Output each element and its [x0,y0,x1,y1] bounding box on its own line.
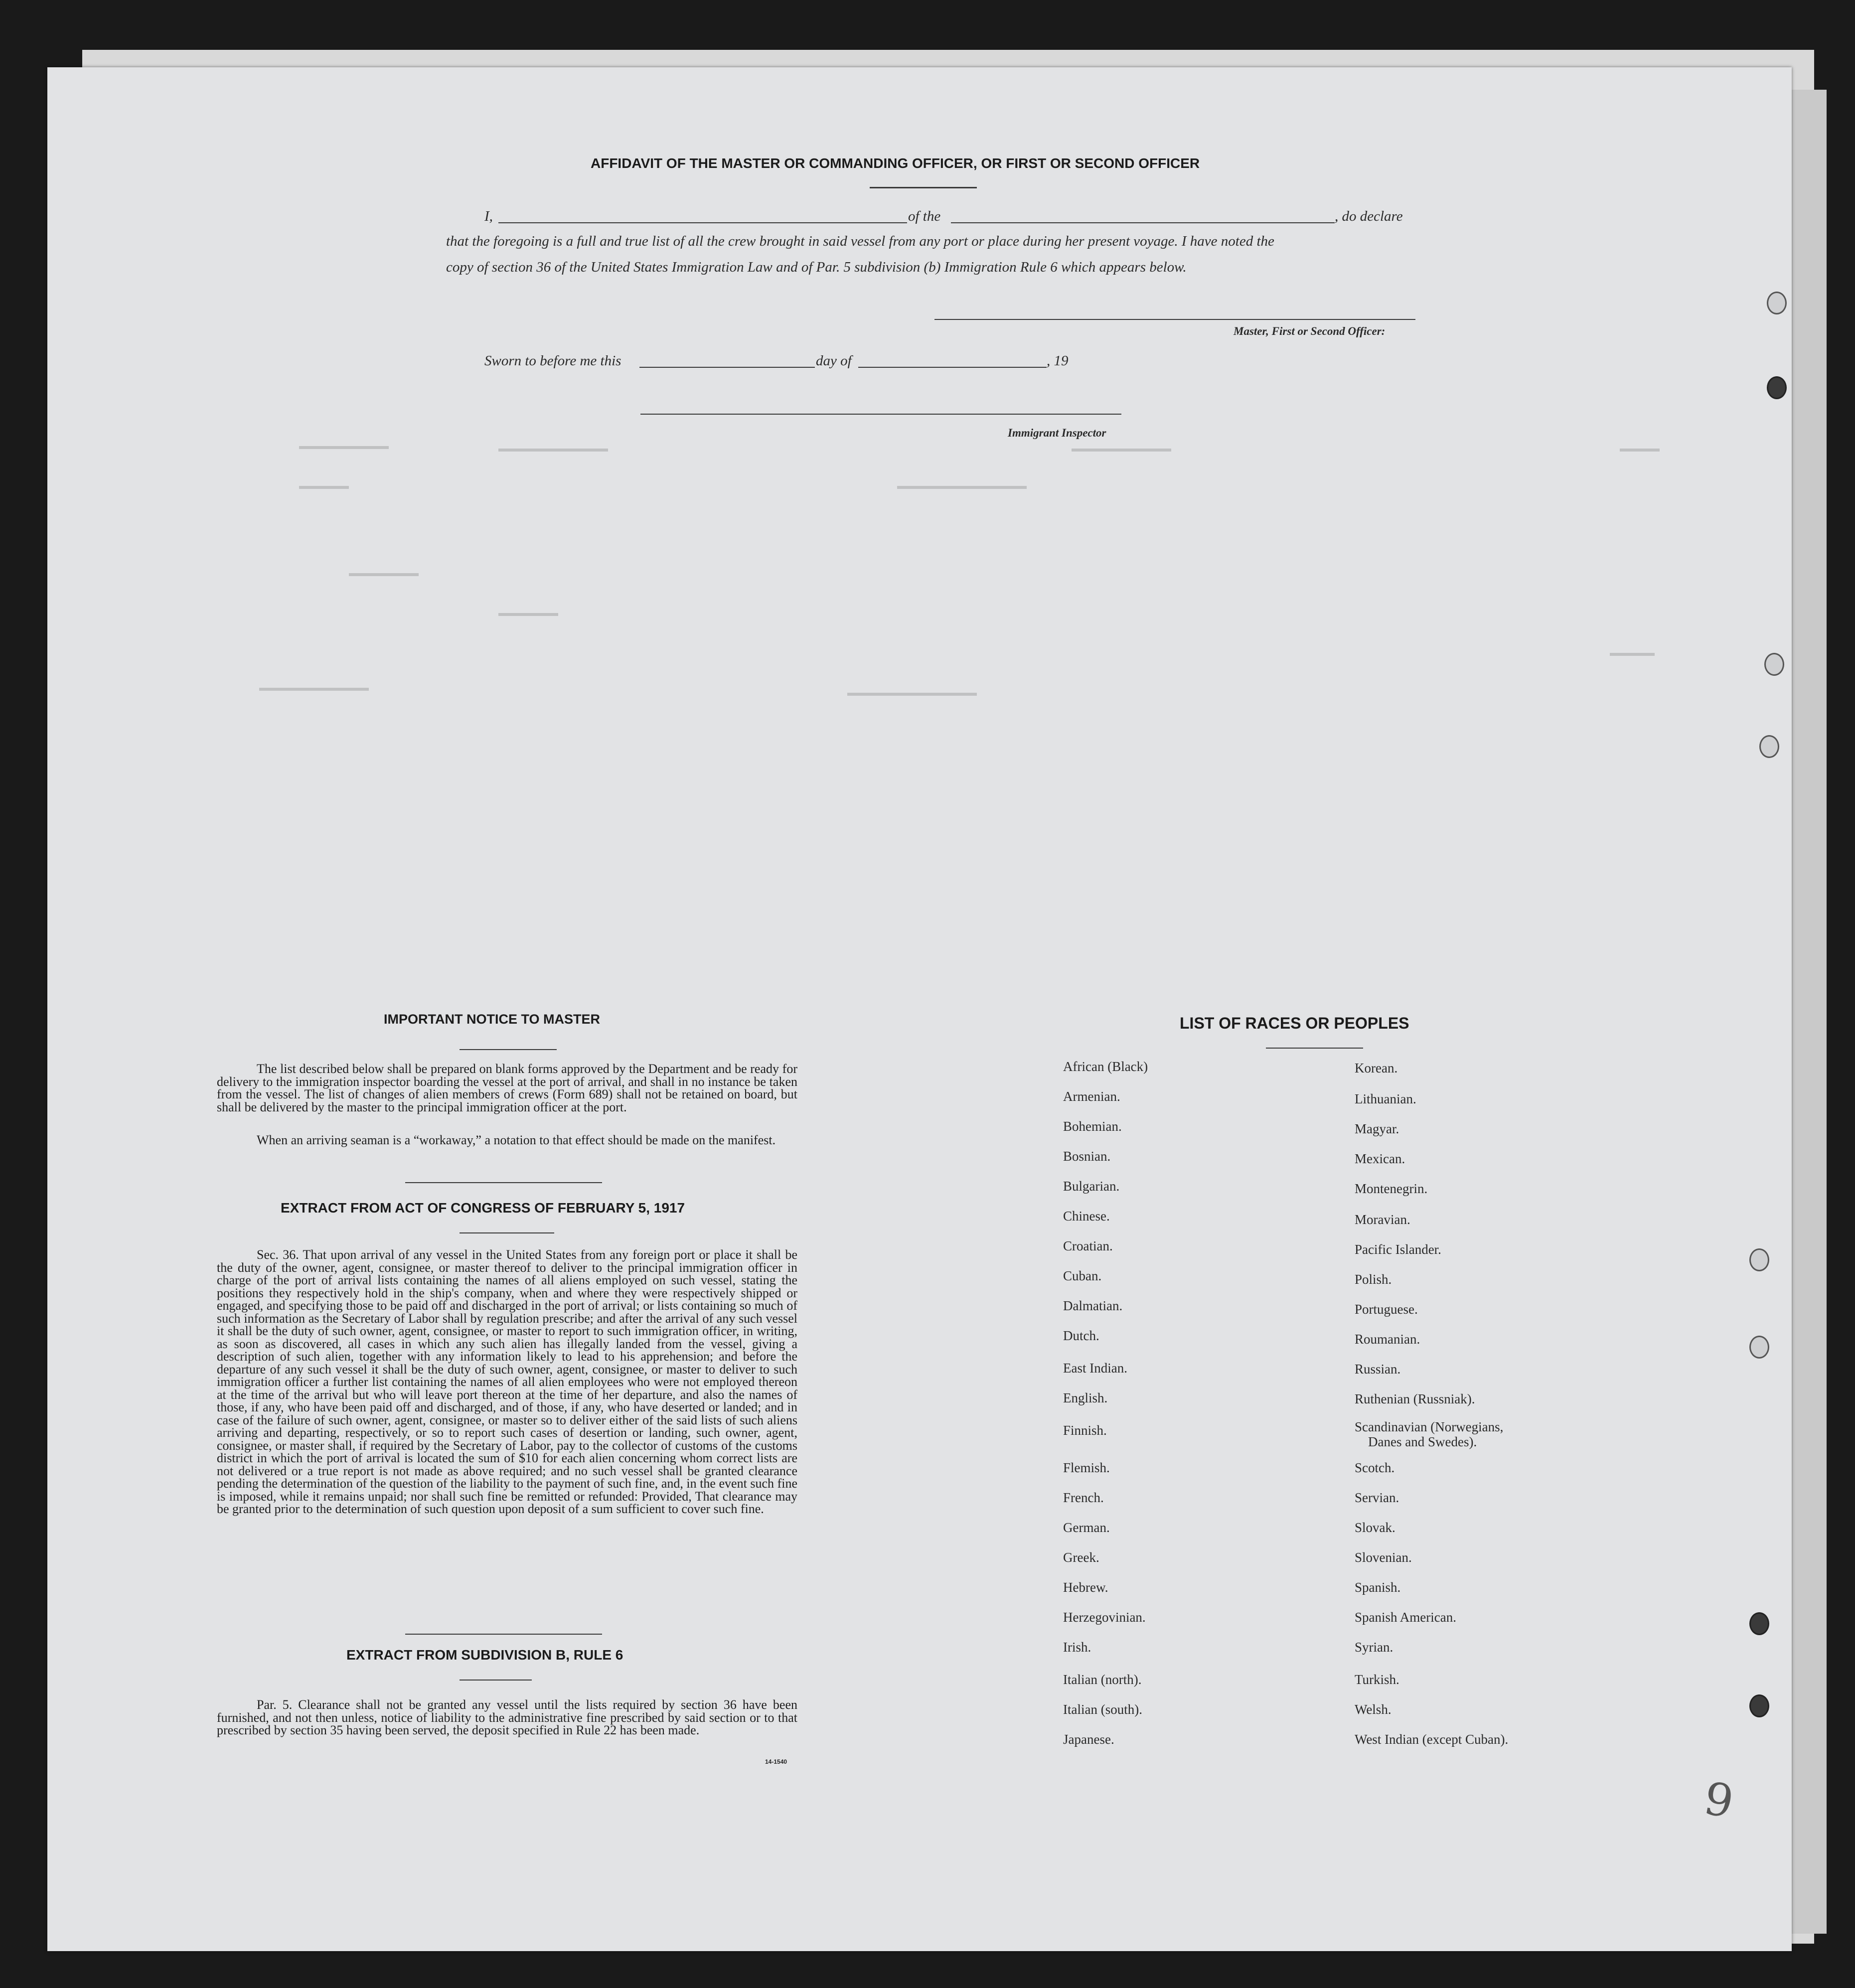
race-item: French. [1063,1490,1104,1505]
races-title: LIST OF RACES OR PEOPLES [1180,1014,1409,1032]
vessel-blank [951,222,1335,223]
page-edge [1789,90,1827,1934]
race-item: Turkish. [1355,1672,1399,1687]
race-item: Scotch. [1355,1460,1395,1475]
race-item: Italian (south). [1063,1702,1142,1717]
binder-hole [1749,1694,1769,1717]
notice-paragraph-1: The list described below shall be prepared on blank forms approved by the Department and be ready for delivery to the immigration inspector boarding the vessel at the port of arrival, and shall in no instance be taken from the vessel. The list of changes of alien members of crews (Form 689) shall not be retained on board, but shall be delivered by the master to the principal immigration officer at the port. [217,1062,797,1114]
race-item: German. [1063,1520,1110,1535]
race-item: Servian. [1355,1490,1399,1505]
race-item: Cuban. [1063,1268,1102,1283]
race-item: Ruthenian (Russniak). [1355,1391,1475,1406]
race-item: Slovak. [1355,1520,1395,1535]
race-item: Slovenian. [1355,1550,1412,1565]
binder-hole [1749,1248,1769,1271]
bleed-mark [259,688,369,691]
race-item: Montenegrin. [1355,1181,1428,1196]
race-item: Scandinavian (Norwegians, [1355,1419,1504,1434]
race-item: Dutch. [1063,1328,1099,1343]
race-item: East Indian. [1063,1361,1127,1376]
affidavit-title-rule [870,187,977,188]
name-blank [498,222,907,223]
binder-hole [1767,292,1787,314]
race-item: Spanish. [1355,1580,1401,1595]
bleed-mark [349,573,419,576]
race-item: Finnish. [1063,1423,1107,1438]
notice-title-rule [460,1049,557,1050]
race-item: African (Black) [1063,1059,1148,1074]
rule-extract-title: EXTRACT FROM SUBDIVISION B, RULE 6 [346,1647,623,1663]
race-item: Dalmatian. [1063,1298,1123,1313]
affidavit-line3: copy of section 36 of the United States Immigration Law and of Par. 5 subdivision (b) Immigration Rule 6 which appears below. [446,259,1187,275]
bleed-mark [1620,449,1660,452]
race-item: Herzegovinian. [1063,1610,1146,1625]
bleed-mark [498,613,558,616]
page-number-mark: 9 [1700,1772,1737,1829]
binder-hole [1767,376,1787,399]
race-item: Magyar. [1355,1121,1399,1136]
race-item: Danes and Swedes). [1368,1434,1477,1449]
race-item: English. [1063,1390,1108,1405]
sworn-month-blank [858,367,1047,368]
race-item: Portuguese. [1355,1302,1418,1317]
race-item: Mexican. [1355,1151,1405,1166]
race-item: Hebrew. [1063,1580,1108,1595]
bleed-mark [897,486,1027,489]
binder-hole [1759,735,1779,758]
race-item: Pacific Islander. [1355,1242,1441,1257]
rule-title-rule [460,1680,532,1681]
act-section-36-text: Sec. 36. That upon arrival of any vessel in the United States from any foreign port or place it shall be the duty of the owner, agent, consignee, or master thereof to deliver to the principal immigration officer in charge of the port of arrival lists containing the names of all aliens employed on such vessel, stating the positions they respectively hold in the ship's company, when and where they were respectively shipped or engaged, and specifying those to be paid off and discharged in the port of arrival; or lists containing so much of such information as the Secretary of Labor shall by regulation prescribe; and after the arrival of any such vessel it shall be the duty of such owner, agent, consignee, or master to report to such immigration officer, in writing, as soon as discovered, all cases in which any such alien has illegally landed from the vessel, giving a description of such alien, together with any information likely to lead to his apprehension; and before the departure of any such vessel it shall be the duty of such owner, agent, consignee, or master to deliver to such immigration officer a further list containing the names of all alien employees who were not employed thereon at the time of the arrival but who will leave port thereon at the time of her departure, and also the names of those, if any, who have been paid off and discharged, and of those, if any, who have deserted or landed; and in case of the failure of such owner, agent, consignee, or master so to deliver either of the said lists of such aliens arriving and departing, respectively, or so to report such cases of desertion or landing, such owner, agent, consignee, or master shall, if required by the Secretary of Labor, pay to the collector of customs of the customs district in which the port of arrival is located the sum of $10 for each alien concerning whom correct lists are not delivered or a true report is not made as above required; and no such vessel shall be granted clearance pending the determination of the question of the liability to the payment of such fine, and, in the event such fine is imposed, while it remains unpaid; nor shall such fine be remitted or refunded: Provided, That clearance may be granted prior to the determination of such question upon deposit of a sum sufficient to cover such fine. [217,1247,797,1516]
affidavit-line1-declare: , do declare [1335,208,1403,224]
affidavit-title: AFFIDAVIT OF THE MASTER OR COMMANDING OFFICER, OR FIRST OR SECOND OFFICER [591,155,1200,171]
race-item: Polish. [1355,1272,1392,1287]
document-page [47,67,1792,1951]
race-item: Italian (north). [1063,1672,1142,1687]
binder-hole [1749,1612,1769,1635]
affidavit-line2: that the foregoing is a full and true list of all the crew brought in said vessel from any port or place during her present voyage. I have noted the [446,233,1274,249]
race-item: Irish. [1063,1640,1091,1655]
race-item: Lithuanian. [1355,1091,1416,1106]
race-item: Spanish American. [1355,1610,1456,1625]
race-item: Flemish. [1063,1460,1110,1475]
sworn-day-blank [639,367,815,368]
races-title-rule [1266,1048,1363,1049]
notice-title: IMPORTANT NOTICE TO MASTER [384,1012,600,1027]
race-item: Chinese. [1063,1209,1110,1223]
master-signature-line [934,319,1415,320]
race-item: Armenian. [1063,1089,1120,1104]
race-item: Bulgarian. [1063,1179,1120,1194]
inspector-signature-line [640,414,1121,415]
affidavit-line1-i: I, [484,208,493,224]
bleed-mark [847,693,977,696]
affidavit-line1-of-the: of the [908,208,941,224]
race-item: Korean. [1355,1061,1398,1075]
form-number: 14-1540 [765,1758,787,1765]
race-item: Bosnian. [1063,1149,1111,1164]
notice-end-rule [405,1182,602,1183]
race-item: Syrian. [1355,1640,1393,1655]
bleed-mark [1072,449,1171,452]
race-item: Moravian. [1355,1212,1410,1227]
race-item: Welsh. [1355,1702,1391,1717]
race-item: Bohemian. [1063,1119,1122,1134]
race-item: Croatian. [1063,1238,1113,1253]
race-item: Roumanian. [1355,1332,1420,1347]
sworn-prefix: Sworn to before me this [484,353,621,369]
notice-paragraph-2: When an arriving seaman is a “workaway,” a notation to that effect should be made on the manifest. [257,1133,776,1147]
sworn-day-of: day of [816,353,852,369]
act-title-rule [460,1232,554,1233]
act-end-rule [405,1634,602,1635]
race-item: West Indian (except Cuban). [1355,1732,1509,1747]
bleed-mark [498,449,608,452]
master-signature-label: Master, First or Second Officer: [1234,325,1386,337]
race-item: Russian. [1355,1362,1401,1376]
bleed-mark [1610,653,1655,656]
bleed-mark [299,486,349,489]
race-item: Japanese. [1063,1732,1114,1747]
race-item: Greek. [1063,1550,1099,1565]
sworn-year: , 19 [1047,353,1069,369]
binder-hole [1764,653,1784,676]
inspector-label: Immigrant Inspector [1008,427,1106,439]
binder-hole [1749,1336,1769,1359]
rule-paragraph-5-text: Par. 5. Clearance shall not be granted any vessel until the lists required by section 36 have been furnished, and not then unless, notice of liability to the administrative fine prescribed by said section or to that prescribed by section 35 having been served, the deposit specified in Rule 22 has been made. [217,1697,797,1737]
bleed-mark [299,446,389,449]
act-extract-title: EXTRACT FROM ACT OF CONGRESS OF FEBRUARY 5, 1917 [281,1200,685,1216]
